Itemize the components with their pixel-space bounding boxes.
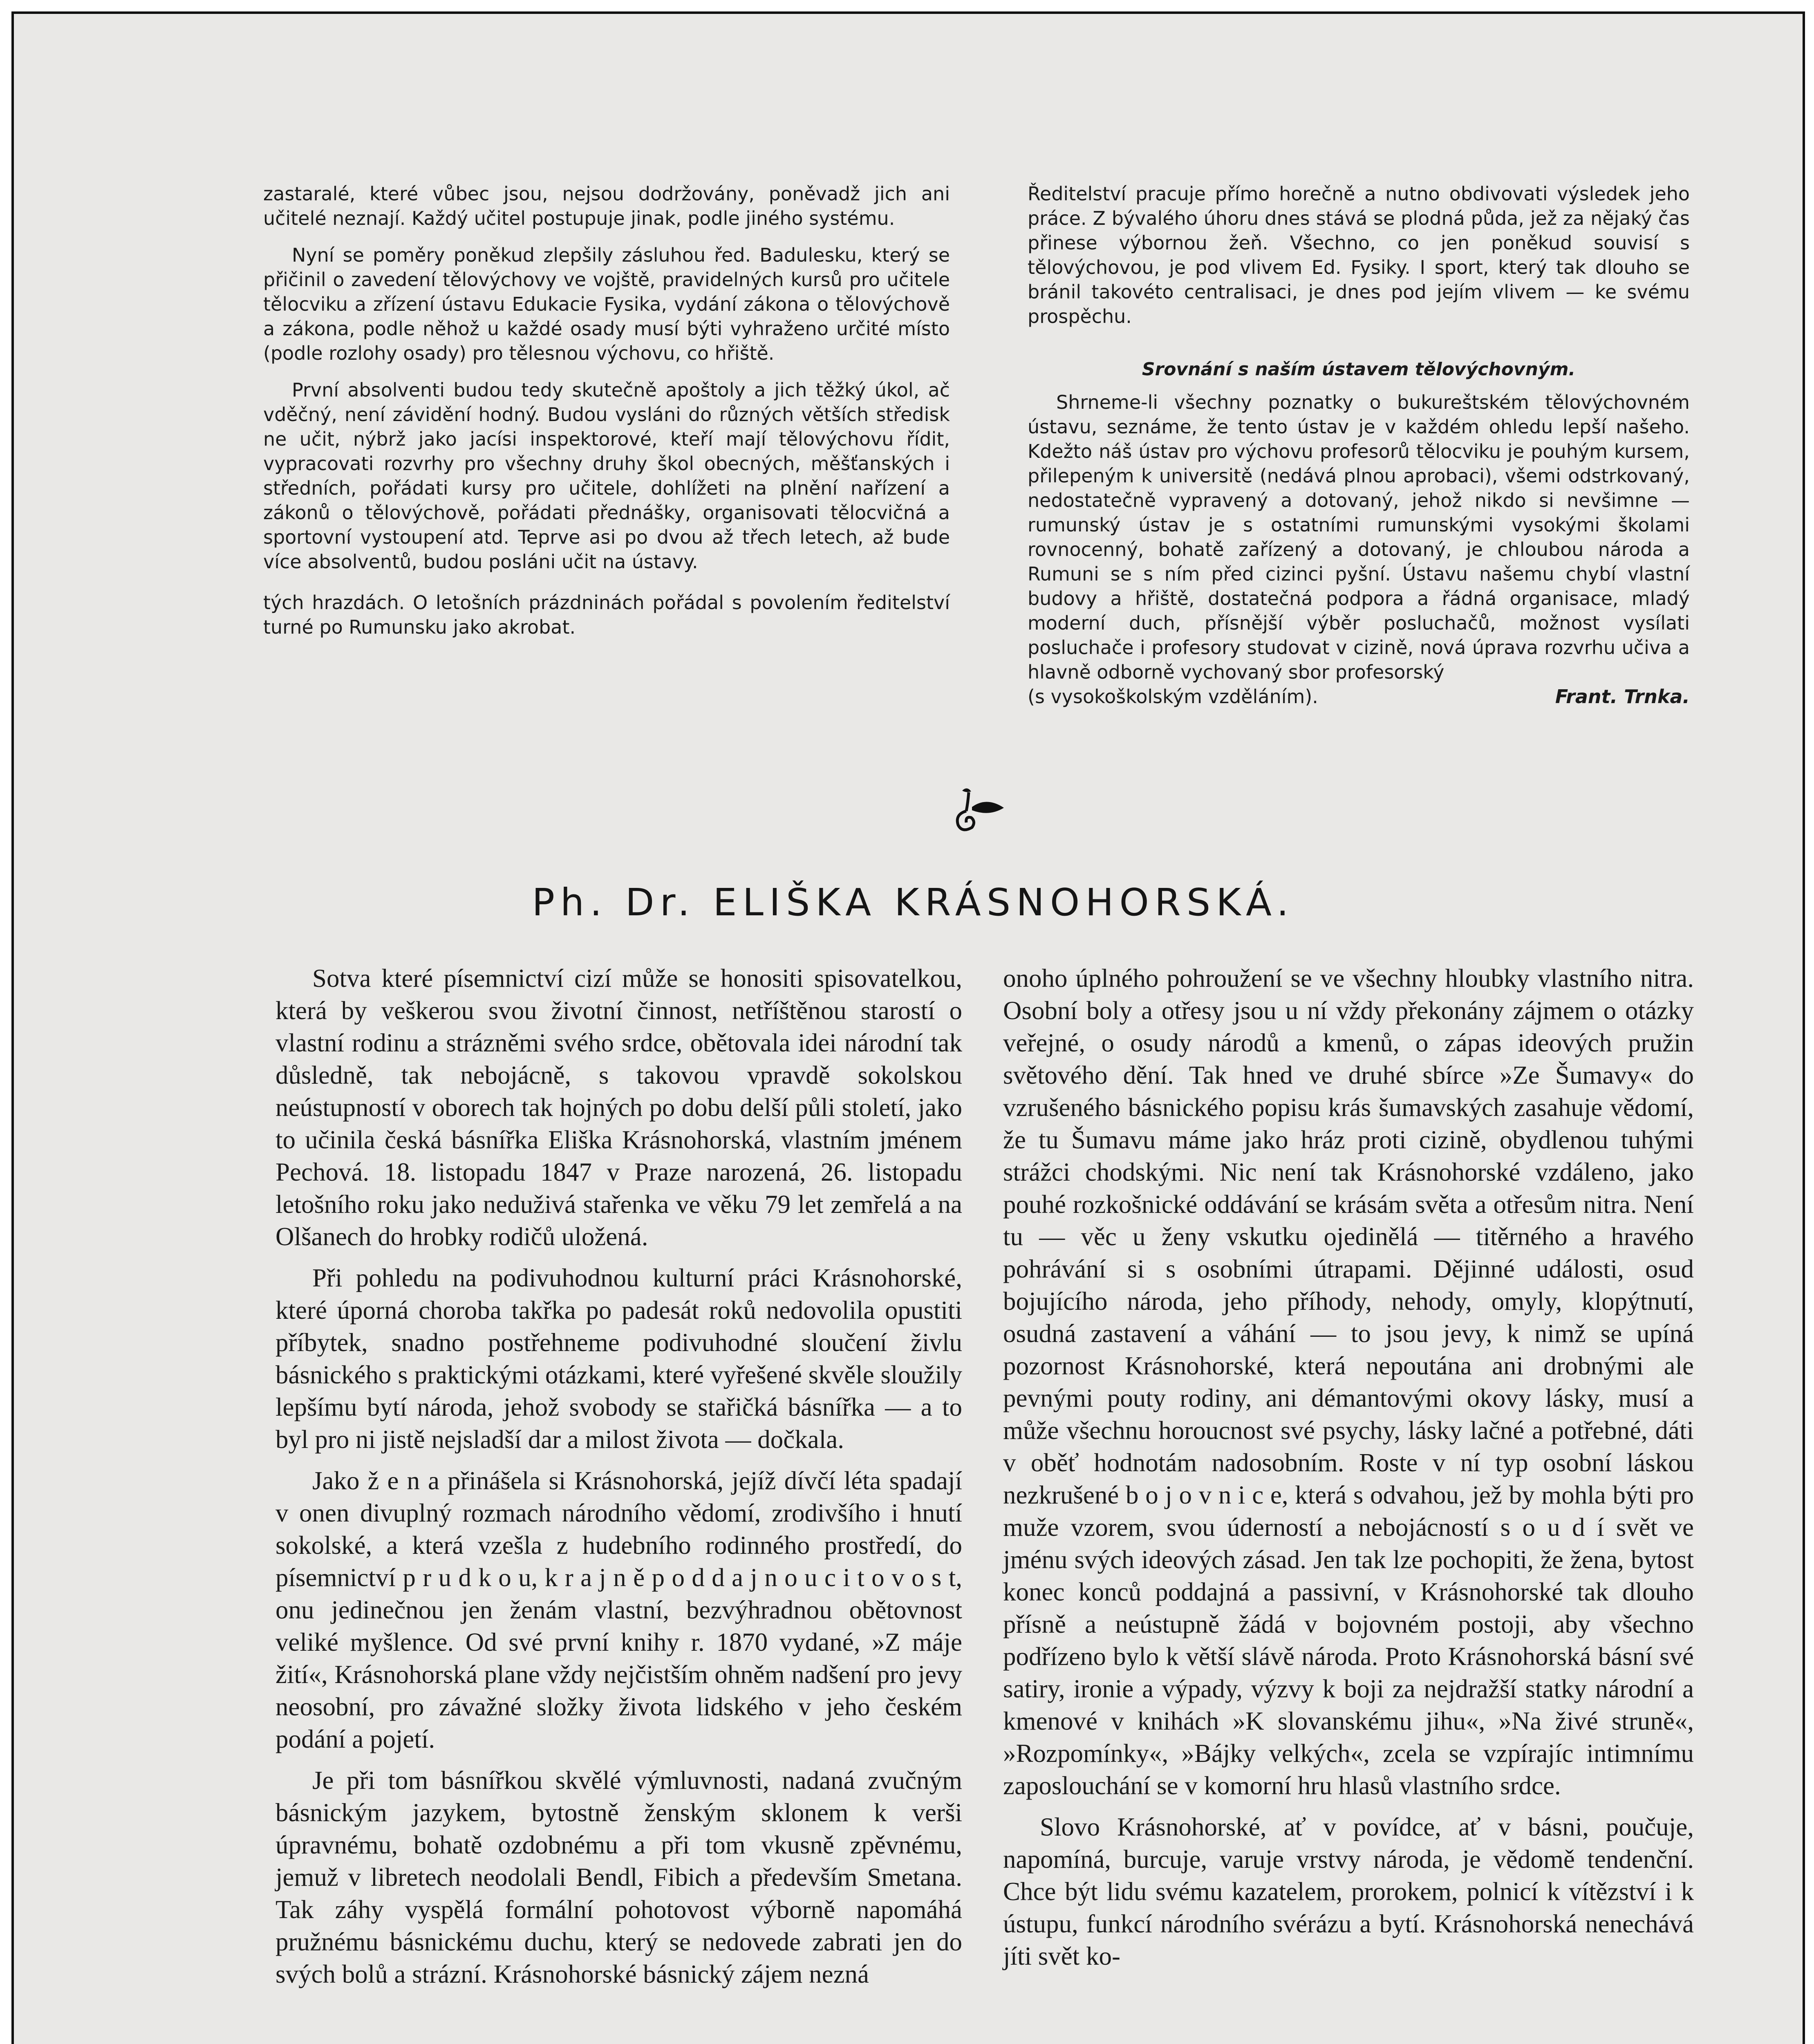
author-signature: Frant. Trnka. [1555, 686, 1690, 708]
page [11, 11, 1805, 2044]
article-paragraph-3: Jako ž e n a přinášela si Krásnohorská, jejíž dívčí léta spadají v onen divuplný rozmach národního vědomí, zrodivšího i hnutí sokolské, a která vzešla z hudebního rodinného prostředí, do písemnictví p r u d k o u, k r a j n ě p o d d a j n o u c i t o v o s t, onu jedinečnou jen ženám vlastní, bezvýhradnou obětovnost veliké myšlence. Od své první knihy r. 1870 vydané, »Z máje žití«, Krásnohorská plane vždy nejčistším ohněm nadšení pro jevy neosobní, pro závažné složky života lidského v jeho českém podání a pojetí. [275, 1466, 962, 1753]
top-left-paragraph-1: zastaralé, které vůbec jsou, nejsou dodržovány, poněvadž jich ani učitelé neznají. Každý učitel postupuje jinak, podle jiného systému. [263, 183, 950, 229]
article-paragraph-5: onoho úplného pohroužení se ve všechny hloubky vlastního nitra. Osobní boly a otřesy jsou u ní vždy překonány zájmem o otázky veřejné, o osudy národů a kmenů, o zápas ideových pružin světového dění. Tak hned ve druhé sbírce »Ze Šumavy« do vzrušeného básnického popisu krás šumavských zasahuje vědomí, že tu Šumavu máme jako hráz proti cizině, obydlenou tuhými strážci chodskými. Nic není tak Krásnohorské vzdáleno, jako pouhé rozkošnické oddávání se krásám světa a otřesům nitra. Není tu — věc u ženy vskutku ojedinělá — titěrného a hravého pohrávání si s osobními útrapami. Dějinné události, osud bojujícího národa, jeho příhody, nehody, omyly, klopýtnutí, osudná zastavení a váhání — to jsou jevy, k nimž se upíná pozornost Krásnohorské, která nepoutána ani drobnými ale pevnými pouty rodiny, ani démantovými okovy lásky, musí a může všechnu horoucnost své psychy, lásky lačné a potřebné, dáti v oběť hodnotám nadosobním. Roste v ní typ osobní láskou nezkrušené b o j o v n i c e, která s odvahou, jež by mohla býti pro muže vzorem, svou úderností a nebojácností s o u d í svět ve jménu svých ideových zásad. Jen tak lze pochopiti, že žena, bytost konec konců poddajná a passivní, v Krásnohorské tak dlouho přísně a neústupně žádá v bojovném postoji, aby všechno podřízeno bylo k větší slávě národa. Proto Krásnohorská básní své satiry, ironie a výpady, výzvy k boji za nejdražší statky národní a kmenové v knihách »K slovanskému jihu«, »Na živé struně«, »Rozpomínky«, »Bájky velkých«, zcela se vzpírajíc intimnímu zaposlouchání se v komorní hru hlasů vlastního srdce. [1003, 964, 1694, 1800]
article-paragraph-4: Je při tom básnířkou skvělé výmluvnosti, nadaná zvučným básnickým jazykem, bytostně ženským sklonem k verši úpravnému, bohatě ozdobnému a při tom vkusně zpěvnému, jemuž v libretech neodolali Bendl, Fibich a především Smetana. Tak záhy vyspělá formální pohotovost výborně napomáhá pružnému básnickému duchu, který se nedovede zabrati jen do svých bolů a strázní. Krásnohorské básnický zájem nezná [275, 1766, 962, 1988]
floral-leaf-fleuron-icon [950, 782, 1007, 844]
top-left-column [263, 182, 950, 652]
article-paragraph-6: Slovo Krásnohorské, ať v povídce, ať v básni, poučuje, napomíná, burcuje, varuje vrstvy národa, je vědomě tendenční. Chce být lidu svému kazatelem, prorokem, polnicí k vítězství i k ústupu, funkcí národního svérázu a bytí. Krásnohorská nenechává jíti svět ko- [1003, 1813, 1694, 1970]
top-right-column [1028, 182, 1690, 709]
article-paragraph-1: Sotva které písemnictví cizí může se honositi spisovatelkou, která by veškerou svou životní činnost, netříštěnou starostí o vlastní rodinu a strázněmi svého srdce, obětovala idei národní tak důsledně, tak nebojácně, s takovou vpravdě sokolskou neústupností v oborech tak hojných po dobu delší půli století, jako to učinila česká básnířka Eliška Krásnohorská, vlastním jménem Pechová. 18. listopadu 1847 v Praze narozená, 26. listopadu letošního roku jako neduživá stařenka ve věku 79 let zemřelá a na Olšanech do hrobky rodičů uložená. [275, 964, 962, 1251]
section-subheading: Srovnání s naším ústavem tělovýchovným. [1142, 359, 1576, 380]
top-right-paragraph-2: Shrneme-li všechny poznatky o bukureštském tělovýchovném ústavu, seznáme, že tento ústav je v každém ohledu lepší našeho. Kdežto náš ústav pro výchovu profesorů tělocviku je pouhým kursem, přilepeným k universitě (nedává plnou aprobaci), všemi odstrkovaný, nedostatečně vypravený a dotovaný, jehož nikdo si nevšimne — rumunský ústav je s ostatními rumunskými vysokými školami rovnocenný, bohatě zařízený a dotovaný, je chloubou národa a Rumuni se s ním před cizinci pyšní. Ústavu našemu chybí vlastní budovy a hřiště, dostatečná podpora a řádná organisace, mladý moderní duch, přísnější výběr posluchačů, možnost vysílati posluchače i profesory studovat v cizině, nová úprava rozvrhu učiva a hlavně odborně vychovaný sbor profesorský [1028, 391, 1690, 683]
article-title: Ph. Dr. ELIŠKA KRÁSNOHORSKÁ. [532, 881, 1294, 924]
signature-line [1028, 684, 1690, 709]
top-right-paragraph-1: Ředitelství pracuje přímo horečně a nutno obdivovati výsledek jeho práce. Z bývalého úhoru dnes stává se plodná půda, jež za nějaký čas přinese výbornou žeň. Všechno, co jen poněkud souvisí s tělovýchovou, je pod vlivem Ed. Fysiky. I sport, který tak dlouho se bránil takovéto centralisaci, je dnes pod jejím vlivem — ke svému prospěchu. [1028, 183, 1690, 327]
top-left-paragraph-3: První absolventi budou tedy skutečně apoštoly a jich těžký úkol, ač vděčný, není závidění hodný. Budou vysláni do různých větších středisk ne učit, nýbrž jako jacísi inspektorové, kteří mají tělovýchovu řídit, vypracovati rozvrhy pro všechny druhy škol obecných, měšťanských i středních, pořádati kursy pro učitele, dohlížeti na plnění nařízení a zákonů o tělovýchově, pořádati přednášky, organisovati tělocvičná a sportovní vystoupení atd. Teprve asi po dvou až třech letech, až bude více absolventů, budou posláni učit na ústavy. [263, 379, 950, 573]
article-paragraph-2: Při pohledu na podivuhodnou kulturní práci Krásnohorské, které úporná choroba takřka po padesát roků nedovolila opustiti příbytek, snadno postřehneme podivuhodné sloučení živlu básnického s praktickými otázkami, které vyřešené skvěle sloužily lepšímu bytí národa, jehož svobody se stařičká básnířka — a to byl pro ni jistě nejsladší dar a milost života — dočkala. [275, 1264, 962, 1454]
article-left-column [275, 962, 962, 1999]
article-right-column [1003, 962, 1694, 1981]
top-left-paragraph-2: Nyní se poměry poněkud zlepšily zásluhou řed. Badulesku, který se přičinil o zavedení tělovýchovy ve vojště, pravidelných kursů pro učitele tělocviku a zřízení ústavu Edukacie Fysika, vydání zákona o tělovýchově a zákona, podle něhož u každé osady musí býti vyhraženo určité místo (podle rozlohy osady) pro tělesnou výchovu, co hřiště. [263, 244, 950, 364]
top-left-paragraph-4: tých hrazdách. O letošních prázdninách pořádal s povolením ředitelství turné po Rumunsku jako akrobat. [263, 592, 950, 638]
top-right-paragraph-2-end: (s vysokoškolským vzděláním). [1028, 686, 1318, 708]
